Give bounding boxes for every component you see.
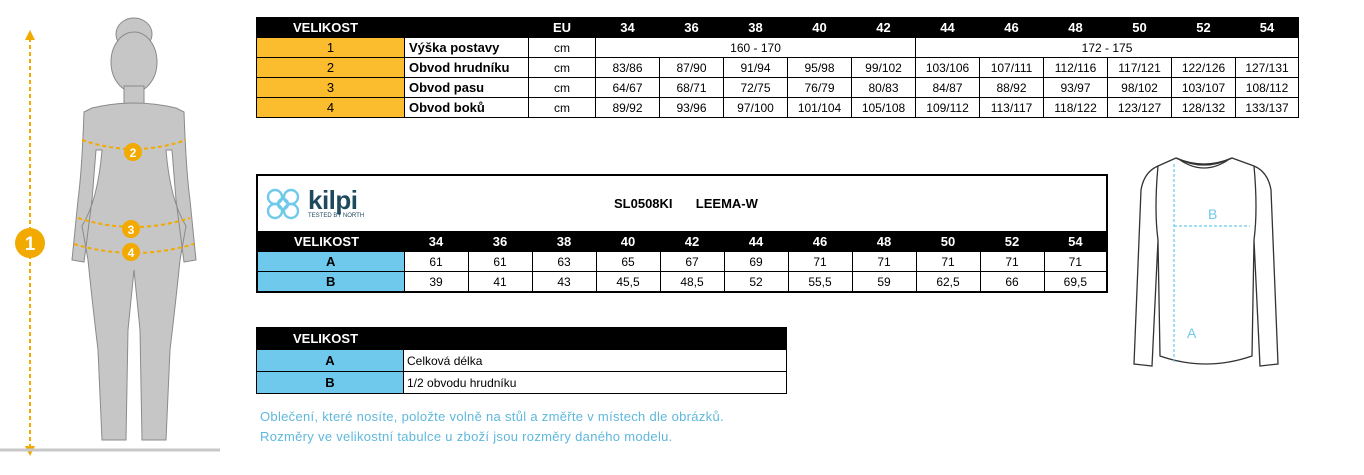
table-cell: 103/106 — [916, 58, 980, 78]
header-velikost: VELIKOST — [257, 232, 404, 252]
header-size: 36 — [468, 232, 532, 252]
table-cell: 113/117 — [980, 98, 1044, 118]
header-velikost: VELIKOST — [257, 328, 787, 350]
product-title-row — [257, 175, 1107, 232]
header-size: 48 — [1044, 18, 1108, 38]
table-cell: 105/108 — [852, 98, 916, 118]
header-size: 54 — [1044, 232, 1107, 252]
header-eu: EU — [529, 18, 596, 38]
header-size: 36 — [660, 18, 724, 38]
row-number: 4 — [257, 98, 405, 118]
svg-text:4: 4 — [127, 246, 135, 260]
product-size-table — [256, 174, 1108, 293]
table-cell: 103/107 — [1172, 78, 1236, 98]
row-number: 2 — [257, 58, 405, 78]
table-row — [257, 372, 787, 394]
table-cell: 69 — [724, 252, 788, 272]
brand-tagline: TESTED BY NORTH — [308, 213, 365, 219]
row-number: 1 — [257, 38, 405, 58]
table-cell: 76/79 — [788, 78, 852, 98]
row-label: Výška postavy — [405, 38, 529, 58]
header-size: 52 — [980, 232, 1044, 252]
table-cell: 98/102 — [1108, 78, 1172, 98]
table-cell: 62,5 — [916, 272, 980, 293]
header-size: 42 — [852, 18, 916, 38]
header-size: 48 — [852, 232, 916, 252]
table-cell: 43 — [532, 272, 596, 293]
row-unit: cm — [529, 98, 596, 118]
table-cell: 63 — [532, 252, 596, 272]
table-cell: 48,5 — [660, 272, 724, 293]
header-size: 38 — [532, 232, 596, 252]
general-size-table — [256, 17, 1299, 118]
table-cell: 80/83 — [852, 78, 916, 98]
table-cell: 59 — [852, 272, 916, 293]
table-cell: 71 — [980, 252, 1044, 272]
table-cell: 91/94 — [724, 58, 788, 78]
table-row — [257, 58, 1299, 78]
product-model: LEEMA-W — [695, 196, 758, 211]
header-size: 50 — [1108, 18, 1172, 38]
table-cell: 133/137 — [1236, 98, 1299, 118]
table-cell: 41 — [468, 272, 532, 293]
header-size: 54 — [1236, 18, 1299, 38]
table-cell: 93/96 — [660, 98, 724, 118]
table-cell: 52 — [724, 272, 788, 293]
table-cell: 101/104 — [788, 98, 852, 118]
table-cell: 123/127 — [1108, 98, 1172, 118]
row-label: Obvod hrudníku — [405, 58, 529, 78]
table-cell: 67 — [660, 252, 724, 272]
table-cell: 118/122 — [1044, 98, 1108, 118]
table-cell: 69,5 — [1044, 272, 1107, 293]
table-cell: 61 — [404, 252, 468, 272]
marker-2-icon — [124, 143, 142, 161]
marker-1-icon — [15, 228, 45, 258]
header-size: 44 — [916, 18, 980, 38]
shirt-measurement-diagram — [1126, 150, 1286, 375]
table-cell: 83/86 — [596, 58, 660, 78]
row-description: 1/2 obvodu hrudníku — [404, 372, 787, 394]
svg-text:2: 2 — [129, 146, 137, 160]
table-cell: 99/102 — [852, 58, 916, 78]
table-cell: 55,5 — [788, 272, 852, 293]
table-row — [257, 38, 1299, 58]
header-size: 52 — [1172, 18, 1236, 38]
row-unit: cm — [529, 38, 596, 58]
row-label: Obvod pasu — [405, 78, 529, 98]
table-cell: 87/90 — [660, 58, 724, 78]
product-title — [404, 175, 1107, 232]
table-cell: 39 — [404, 272, 468, 293]
height-range-cell: 172 - 175 — [916, 38, 1299, 58]
table-cell: 112/116 — [1044, 58, 1108, 78]
height-range-cell: 160 - 170 — [596, 38, 916, 58]
row-number: 3 — [257, 78, 405, 98]
table-cell: 71 — [916, 252, 980, 272]
row-label: A — [257, 350, 404, 372]
header-size: 40 — [788, 18, 852, 38]
marker-3-icon — [122, 220, 140, 238]
row-label: Obvod boků — [405, 98, 529, 118]
table-cell: 71 — [852, 252, 916, 272]
row-label: B — [257, 272, 404, 293]
legend-table — [256, 327, 787, 394]
table-cell: 89/92 — [596, 98, 660, 118]
kilpi-knot-icon — [262, 185, 304, 223]
header-size: 34 — [404, 232, 468, 252]
table-row — [257, 350, 787, 372]
table-cell: 127/131 — [1236, 58, 1299, 78]
table-cell: 64/67 — [596, 78, 660, 98]
note-line: Oblečení, které nosíte, položte volně na stůl a změřte v místech dle obrázků. — [260, 409, 724, 424]
header-size: 38 — [724, 18, 788, 38]
header-size: 34 — [596, 18, 660, 38]
table-cell: 68/71 — [660, 78, 724, 98]
row-description: Celková délka — [404, 350, 787, 372]
table-cell: 45,5 — [596, 272, 660, 293]
table-cell: 107/111 — [980, 58, 1044, 78]
shirt-label-a: A — [1187, 325, 1197, 341]
table-cell: 93/97 — [1044, 78, 1108, 98]
shirt-label-b: B — [1208, 206, 1218, 222]
table-row — [257, 98, 1299, 118]
body-measurement-figure — [0, 0, 230, 475]
table-cell: 71 — [1044, 252, 1107, 272]
header-size: 50 — [916, 232, 980, 252]
table-cell: 65 — [596, 252, 660, 272]
brand-logo — [257, 175, 404, 232]
table-row — [257, 78, 1299, 98]
table-cell: 117/121 — [1108, 58, 1172, 78]
marker-4-icon — [122, 243, 140, 261]
table-cell: 84/87 — [916, 78, 980, 98]
header-velikost: VELIKOST — [257, 18, 529, 38]
row-label: B — [257, 372, 404, 394]
note-line: Rozměry ve velikostní tabulce u zboží jsou rozměry daného modelu. — [260, 429, 673, 444]
brand-name: kilpi — [308, 185, 358, 215]
table-cell: 128/132 — [1172, 98, 1236, 118]
table-cell: 122/126 — [1172, 58, 1236, 78]
table-row — [257, 252, 1107, 272]
table-row — [257, 272, 1107, 293]
header-size: 40 — [596, 232, 660, 252]
row-unit: cm — [529, 58, 596, 78]
table-cell: 109/112 — [916, 98, 980, 118]
table-cell: 88/92 — [980, 78, 1044, 98]
header-size: 44 — [724, 232, 788, 252]
row-unit: cm — [529, 78, 596, 98]
table-cell: 95/98 — [788, 58, 852, 78]
table-cell: 97/100 — [724, 98, 788, 118]
table-cell: 71 — [788, 252, 852, 272]
svg-text:1: 1 — [24, 234, 36, 255]
product-code: SL0508KI — [614, 196, 673, 211]
header-size: 42 — [660, 232, 724, 252]
header-size: 46 — [788, 232, 852, 252]
product-size-header — [257, 232, 1107, 252]
header-size: 46 — [980, 18, 1044, 38]
table-cell: 108/112 — [1236, 78, 1299, 98]
legend-header — [257, 328, 787, 350]
general-size-header — [257, 18, 1299, 38]
table-cell: 66 — [980, 272, 1044, 293]
svg-text:3: 3 — [127, 223, 135, 237]
table-cell: 61 — [468, 252, 532, 272]
row-label: A — [257, 252, 404, 272]
table-cell: 72/75 — [724, 78, 788, 98]
